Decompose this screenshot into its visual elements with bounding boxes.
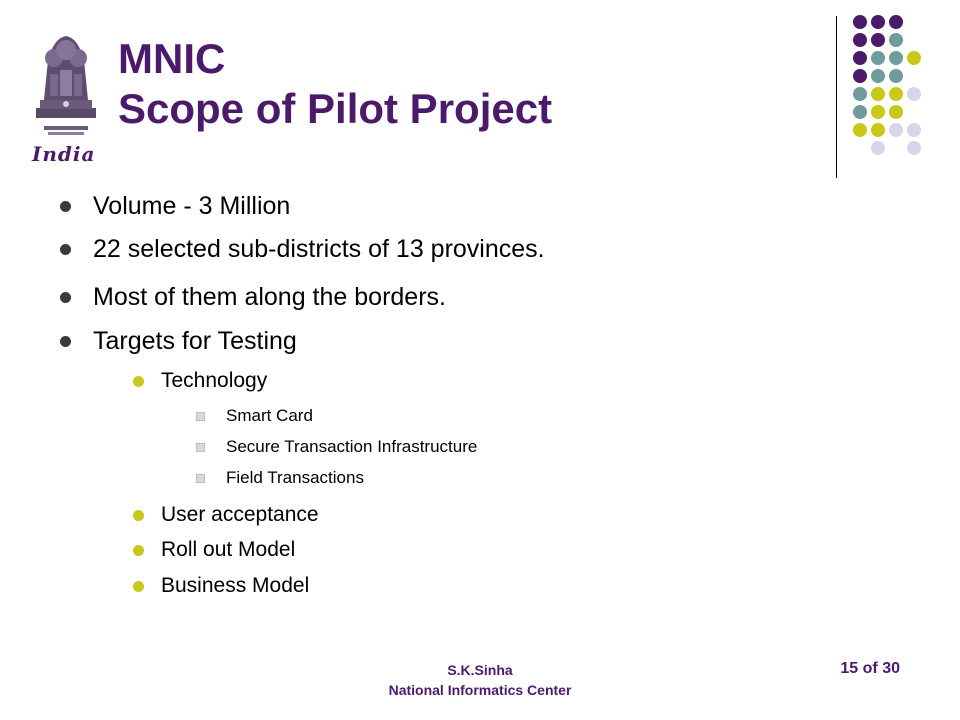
sub-bullet-text: User acceptance — [161, 503, 319, 526]
sub-sub-bullet-item — [196, 463, 364, 493]
bullet-dot-icon — [60, 292, 71, 303]
sub-bullet-text: Business Model — [161, 574, 310, 597]
bullet-dot-icon — [60, 336, 71, 347]
sub-sub-bullet-text: Secure Transaction Infrastructure — [226, 437, 478, 456]
bullet-text: Targets for Testing — [93, 326, 297, 355]
square-bullet-icon — [196, 474, 205, 483]
sub-sub-bullet-text: Field Transactions — [226, 468, 364, 487]
footer-organization: National Informatics Center — [388, 682, 572, 698]
sub-bullet-item — [133, 533, 295, 567]
sub-bullet-text: Roll out Model — [161, 538, 296, 561]
bullet-item — [60, 229, 545, 269]
bullet-dot-icon — [60, 244, 71, 255]
bullet-item — [60, 277, 446, 317]
bullet-text: 22 selected sub-districts of 13 provinces. — [93, 234, 545, 263]
sub-bullet-text: Technology — [161, 369, 268, 392]
sub-bullet-item — [133, 498, 319, 532]
sub-bullet-dot-icon — [133, 545, 144, 556]
sub-bullet-item — [133, 569, 309, 603]
sub-sub-bullet-item — [196, 401, 313, 431]
bullet-text: Volume - 3 Million — [93, 191, 291, 220]
sub-bullet-item — [133, 364, 267, 398]
sub-bullet-dot-icon — [133, 581, 144, 592]
footer-credit — [0, 660, 960, 700]
sub-bullet-dot-icon — [133, 376, 144, 387]
page-number: 15 of 30 — [840, 660, 900, 677]
square-bullet-icon — [196, 443, 205, 452]
bullet-item — [60, 186, 290, 226]
sub-sub-bullet-text: Smart Card — [226, 406, 313, 425]
title-line-1: MNIC — [118, 35, 226, 82]
bullet-item — [60, 321, 297, 361]
title-line-2: Scope of Pilot Project — [118, 85, 553, 132]
bullet-text: Most of them along the borders. — [93, 282, 446, 311]
sub-bullet-dot-icon — [133, 510, 144, 521]
bullet-dot-icon — [60, 201, 71, 212]
footer-author: S.K.Sinha — [447, 662, 513, 678]
country-label: India — [32, 142, 96, 166]
square-bullet-icon — [196, 412, 205, 421]
sub-sub-bullet-item — [196, 432, 477, 462]
